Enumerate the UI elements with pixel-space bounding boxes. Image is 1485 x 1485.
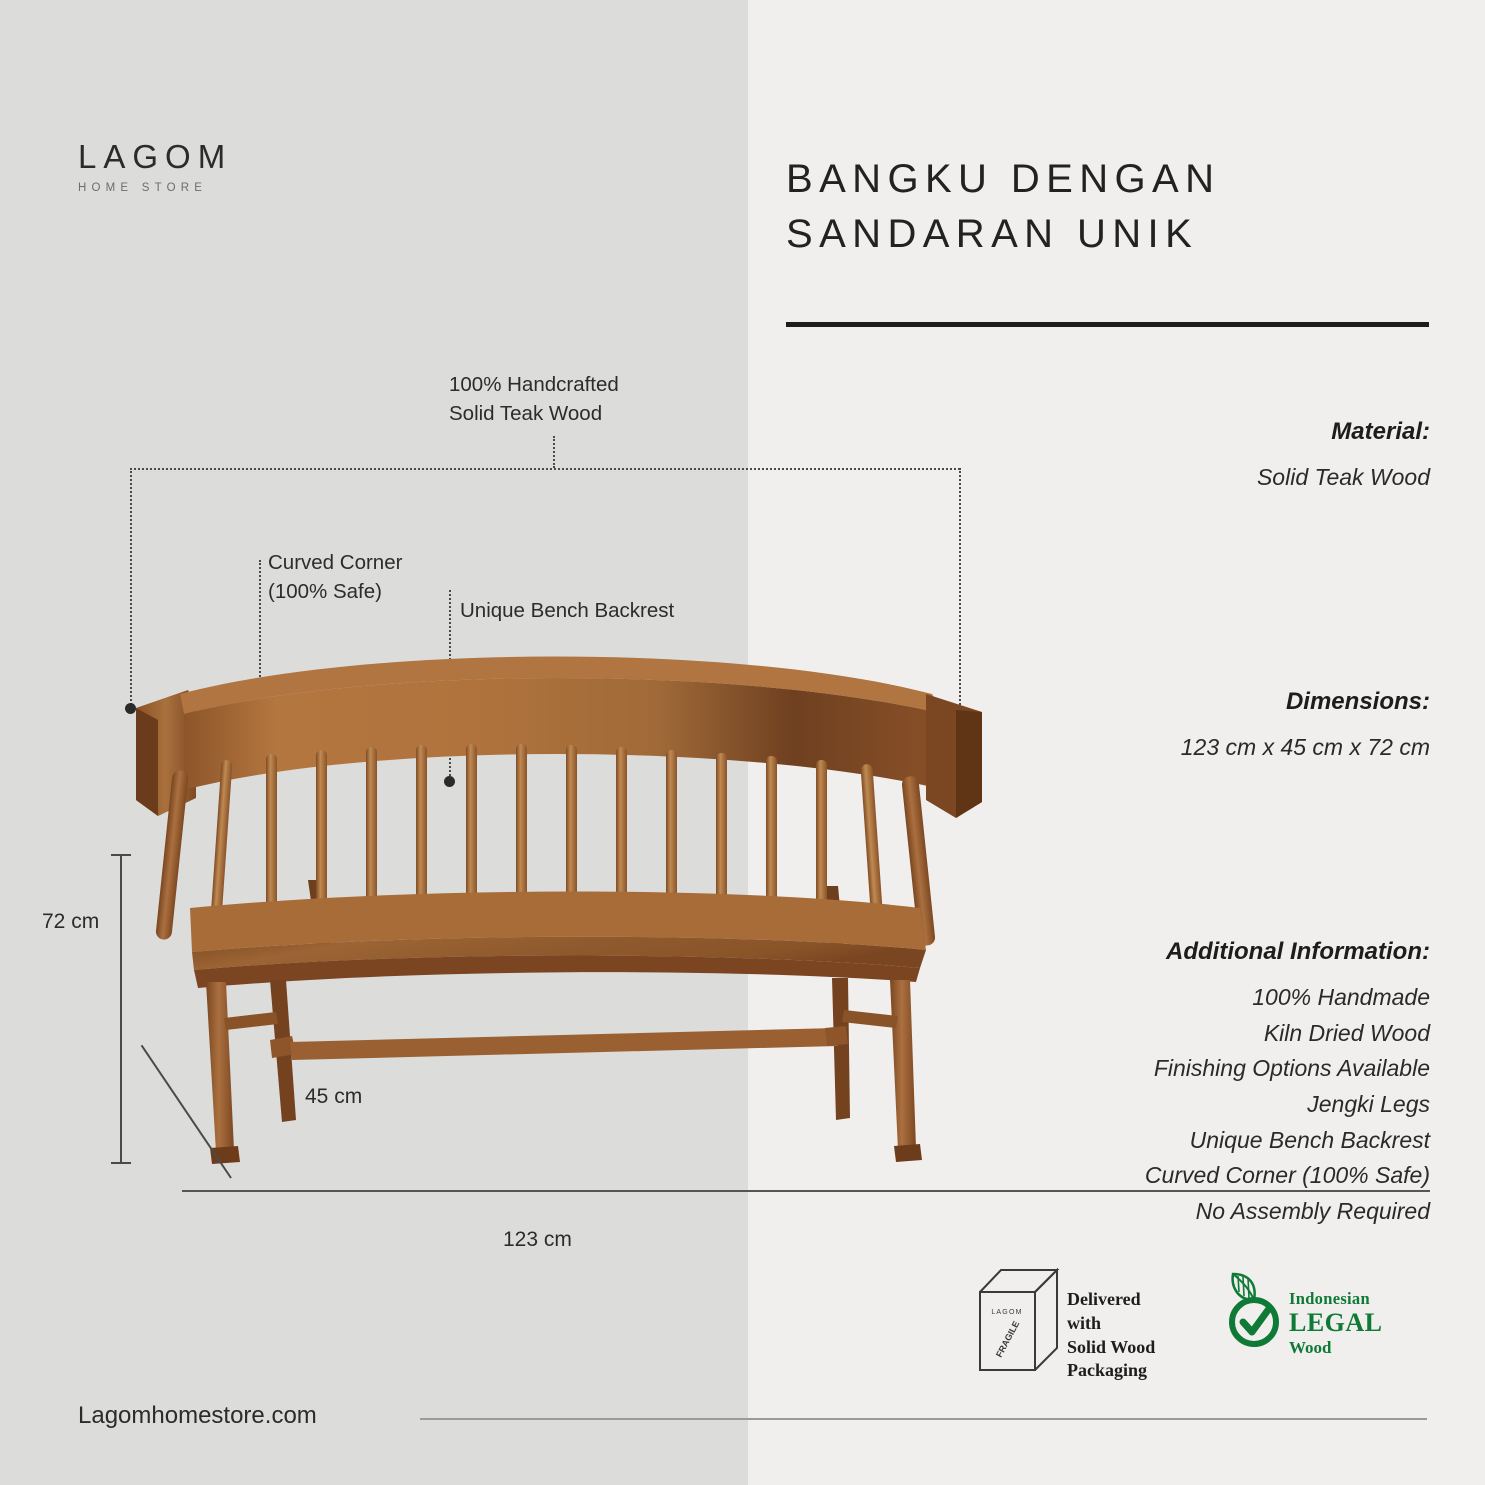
packaging-line-1: Delivered with [1067, 1289, 1141, 1333]
footer-website[interactable]: Lagomhomestore.com [78, 1402, 317, 1429]
box-icon [975, 1262, 1075, 1380]
dimension-line-width [182, 1190, 1430, 1192]
list-item: Unique Bench Backrest [1189, 1126, 1430, 1153]
list-item: No Assembly Required [1195, 1197, 1430, 1224]
brand-name: LAGOM [78, 138, 233, 175]
annotation-curved-line-2: (100% Safe) [268, 580, 382, 604]
leader-line-handcrafted-stem [553, 436, 555, 468]
dimension-label-depth: 45 cm [305, 1085, 363, 1108]
dimension-label-width: 123 cm [503, 1228, 572, 1251]
annotation-backrest-text: Unique Bench Backrest [460, 599, 675, 622]
dimension-label-height: 72 cm [42, 910, 100, 933]
certification-badges [975, 1262, 1405, 1392]
page-title-line-2: SANDARAN UNIK [786, 212, 1199, 257]
packaging-badge-text [1067, 1288, 1170, 1383]
spec-material-label: Material: [1331, 418, 1430, 445]
legal-line-2: LEGAL [1289, 1308, 1383, 1338]
annotation-handcrafted-line-2: Solid Teak Wood [449, 402, 603, 426]
legal-wood-text [1289, 1290, 1383, 1357]
annotation-handcrafted-line-1: 100% Handcrafted [449, 373, 619, 396]
list-item: Kiln Dried Wood [1263, 1019, 1430, 1046]
title-divider [786, 322, 1429, 327]
legal-wood-badge [1223, 1270, 1423, 1380]
legal-line-1: Indonesian [1289, 1289, 1370, 1308]
dimension-line-height [120, 854, 122, 1164]
brand-logo [78, 140, 378, 194]
spec-material-value: Solid Teak Wood [1256, 464, 1430, 490]
legal-line-3: Wood [1289, 1337, 1332, 1357]
legal-wood-icon [1223, 1270, 1285, 1362]
annotation-handcrafted [449, 370, 749, 428]
leader-line-handcrafted-span [130, 468, 960, 470]
packaging-line-3: Packaging [1067, 1360, 1148, 1381]
spec-material [810, 418, 1430, 496]
list-item: Jengki Legs [1307, 1090, 1430, 1117]
footer-divider [420, 1418, 1427, 1420]
svg-text:LAGOM: LAGOM [991, 1309, 1023, 1316]
brand-tagline: HOME STORE [78, 182, 208, 194]
list-item: Curved Corner (100% Safe) [1144, 1162, 1430, 1189]
annotation-curved-line-1: Curved Corner [268, 551, 403, 574]
spec-additional-label: Additional Information: [1166, 938, 1430, 965]
bench-illustration [120, 650, 1000, 1210]
annotation-unique-backrest [460, 596, 760, 625]
spec-dimensions-label: Dimensions: [1285, 688, 1430, 715]
page-title-line-1: BANGKU DENGAN [786, 157, 1221, 201]
page-title [786, 152, 1446, 262]
svg-text:FRAGILE: FRAGILE [993, 1319, 1022, 1359]
list-item: 100% Handmade [1252, 984, 1430, 1010]
packaging-badge [975, 1262, 1170, 1382]
list-item: Finishing Options Available [1153, 1055, 1430, 1082]
spec-dimensions-value: 123 cm x 45 cm x 72 cm [1180, 734, 1430, 760]
packaging-line-2: Solid Wood [1067, 1336, 1156, 1357]
